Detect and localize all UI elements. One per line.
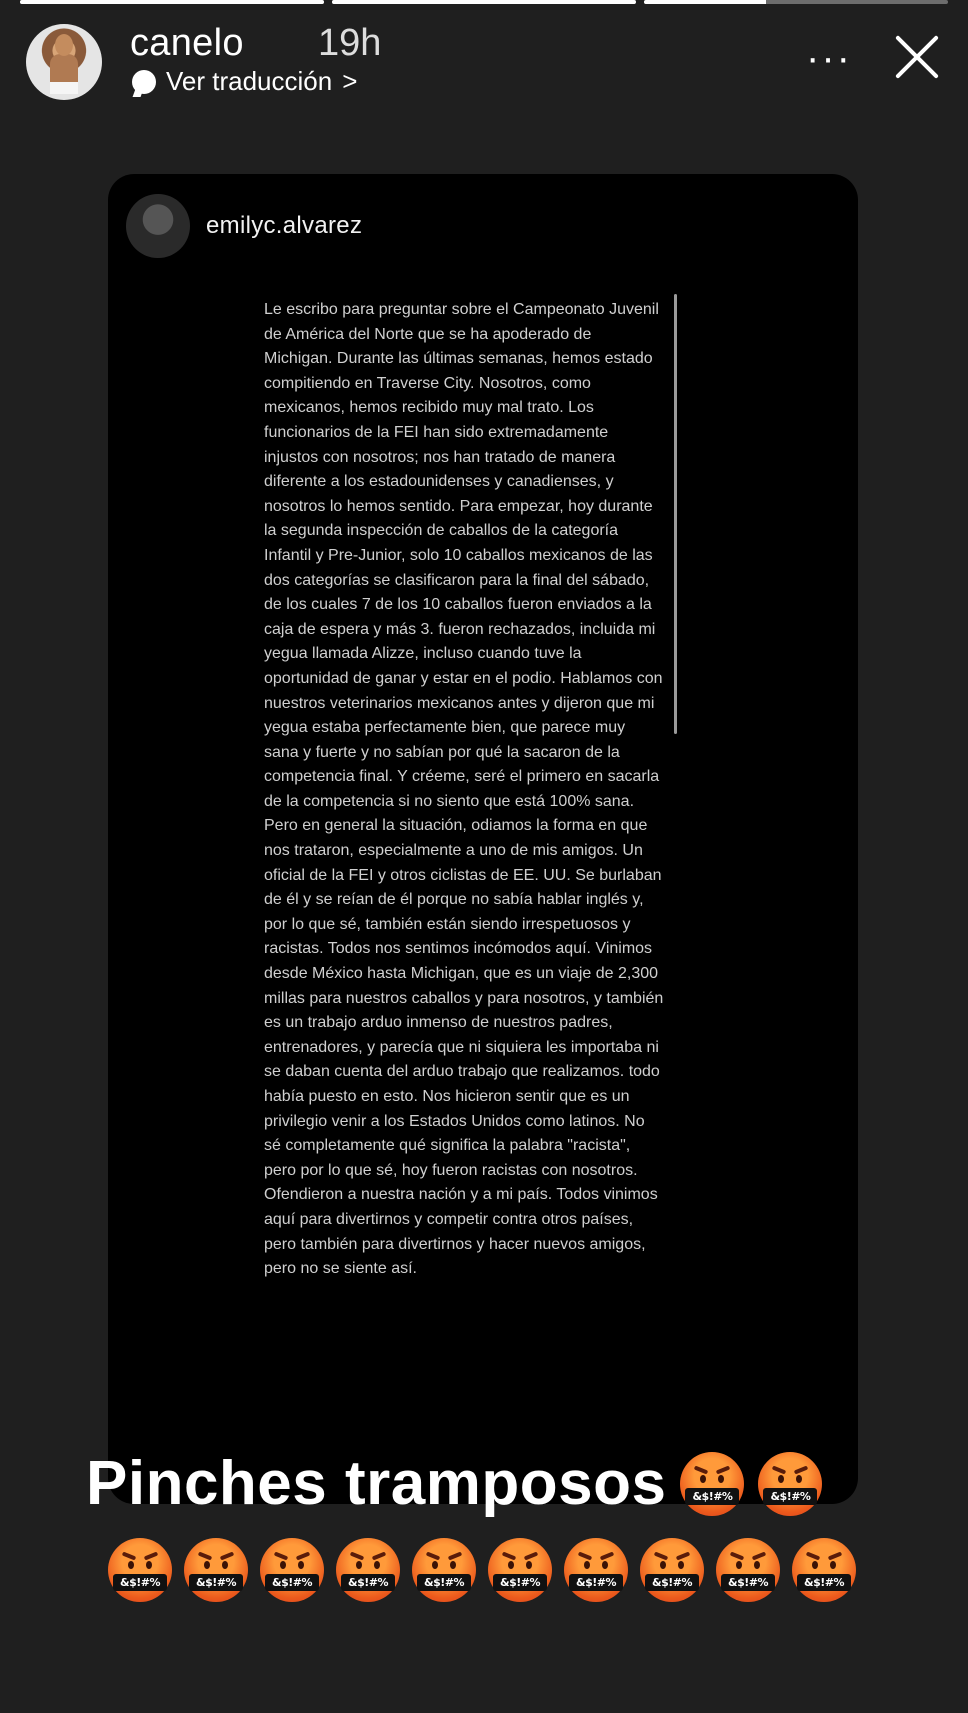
emoji-brow-r xyxy=(600,1552,614,1561)
face-with-symbols-on-mouth-emoji xyxy=(108,1538,172,1602)
emoji-brow-r xyxy=(752,1552,766,1561)
progress-fill xyxy=(20,0,324,4)
emoji-brow-l xyxy=(806,1552,820,1561)
face-with-symbols-on-mouth-emoji xyxy=(680,1452,744,1516)
emoji-eye-r xyxy=(298,1561,304,1569)
avatar-shorts xyxy=(50,82,78,94)
emoji-brow-l xyxy=(694,1465,708,1474)
progress-fill xyxy=(332,0,636,4)
emoji-symbols: &$!#% xyxy=(493,1574,547,1591)
emoji-eye-r xyxy=(526,1561,532,1569)
emoji-brow-l xyxy=(578,1552,592,1561)
letter-paragraph: Le escribo para preguntar sobre el Campeonato Juvenil de América del Norte que se ha apoderado de Michigan. Durante las últimas semanas, hemos estado compitiendo en Traverse City. Nosotros, como mexicanos, hemos recibido muy mal trato. Los funcionarios de la FEI han sido extremadamente injustos con nosotros; nos han tratado de manera diferente a los estadounidenses y canadienses, y nosotros lo hemos sentido. Para empezar, hoy durante la segunda inspección de caballos de la categoría Infantil y Pre-Junior, solo 10 caballos mexicanos de las dos categorías se clasificaron para la final del sábado, de los cuales 7 de los 10 caballos fueron enviados a la caja de espera y más 3. fueron rechazados, incluida mi yegua llamada Alizze, incluso cuando tuve la oportunidad de ganar y estar en el podio. Hablamos con nuestros veterinarios mexicanos antes y dijeron que mi yegua estaba perfectamente bien, que parece muy sana y fuerte y no sabían por qué la sacaron de la competencia final. Y créeme, seré el primero en sacarla de la competencia si no siento que está 100% sana. xyxy=(264,301,663,810)
emoji-eye-r xyxy=(678,1561,684,1569)
emoji-eye-l xyxy=(508,1561,514,1569)
emoji-eye-l xyxy=(812,1561,818,1569)
emoji-symbols: &$!#% xyxy=(569,1574,623,1591)
story-caption xyxy=(86,1448,822,1519)
emoji-eye-r xyxy=(602,1561,608,1569)
emoji-eye-l xyxy=(356,1561,362,1569)
emoji-eye-r xyxy=(146,1561,152,1569)
emoji-symbols: &$!#% xyxy=(685,1488,739,1505)
emoji-eye-l xyxy=(204,1561,210,1569)
emoji-eye-l xyxy=(778,1475,784,1483)
emoji-symbols: &$!#% xyxy=(645,1574,699,1591)
close-icon[interactable] xyxy=(892,32,942,82)
emoji-brow-r xyxy=(372,1552,386,1561)
caption-text: Pinches tramposos xyxy=(86,1449,667,1518)
card-avatar[interactable] xyxy=(126,194,190,258)
progress-segment xyxy=(644,0,948,4)
emoji-brow-l xyxy=(772,1465,786,1474)
progress-fill xyxy=(644,0,766,4)
avatar[interactable] xyxy=(26,24,102,100)
card-username[interactable]: emilyc.alvarez xyxy=(206,212,363,239)
timestamp: 19h xyxy=(318,22,382,64)
emoji-eye-r xyxy=(718,1475,724,1483)
emoji-brow-r xyxy=(144,1552,158,1561)
face-with-symbols-on-mouth-emoji xyxy=(640,1538,704,1602)
emoji-eye-l xyxy=(660,1561,666,1569)
more-options-icon[interactable]: ··· xyxy=(806,36,852,80)
emoji-brow-r xyxy=(794,1465,808,1474)
emoji-brow-l xyxy=(426,1552,440,1561)
username[interactable]: canelo xyxy=(130,22,244,64)
face-with-symbols-on-mouth-emoji xyxy=(336,1538,400,1602)
shared-post-card xyxy=(108,174,858,1504)
emoji-eye-l xyxy=(700,1475,706,1483)
emoji-brow-l xyxy=(122,1552,136,1561)
scrollbar xyxy=(674,294,677,734)
face-with-symbols-on-mouth-emoji xyxy=(184,1538,248,1602)
letter-text xyxy=(264,298,664,1282)
progress-segment xyxy=(20,0,324,4)
emoji-eye-l xyxy=(128,1561,134,1569)
progress-segment xyxy=(332,0,636,4)
emoji-symbols: &$!#% xyxy=(797,1574,851,1591)
emoji-eye-r xyxy=(754,1561,760,1569)
emoji-brow-r xyxy=(296,1552,310,1561)
face-with-symbols-on-mouth-emoji xyxy=(716,1538,780,1602)
emoji-brow-l xyxy=(274,1552,288,1561)
letter-paragraph: Pero en general la situación, odiamos la forma en que nos trataron, especialmente a uno de mis amigos. Un oficial de la FEI y otros ciclistas de EE. UU. Se burlaban de él y se reían de él porque no sabía hablar inglés y, por lo que sé, también están siendo irrespetuosos y racistas. Todos nos sentimos incómodos aquí. Vinimos desde México hasta Michigan, que es un viaje de 2,300 millas para nuestros caballos y para nosotros, y también es un trabajo arduo inmenso de nuestros padres, entrenadores, y parecía que ni siquiera les importaba ni se daban cuenta del arduo trabajo que realizamos. todo había puesto en esto. Nos hicieron sentir que es un privilegio venir a los Estados Unidos como latinos. No sé completamente qué significa la palabra "racista", pero por lo que sé, hoy fueron racistas con nosotros. Ofendieron a nuestra nación y a mi país. Todos vinimos aquí para divertirnos y competir contra otros países, pero también para divertirnos y hacer nuevos amigos, pero no se siente así. xyxy=(264,817,664,1278)
emoji-brow-l xyxy=(654,1552,668,1561)
translate-label: Ver traducción xyxy=(166,66,333,96)
emoji-eye-r xyxy=(374,1561,380,1569)
emoji-eye-r xyxy=(796,1475,802,1483)
emoji-eye-r xyxy=(830,1561,836,1569)
emoji-brow-r xyxy=(828,1552,842,1561)
emoji-brow-l xyxy=(198,1552,212,1561)
face-with-symbols-on-mouth-emoji xyxy=(488,1538,552,1602)
emoji-symbols: &$!#% xyxy=(113,1574,167,1591)
emoji-symbols: &$!#% xyxy=(721,1574,775,1591)
emoji-brow-r xyxy=(524,1552,538,1561)
face-with-symbols-on-mouth-emoji xyxy=(564,1538,628,1602)
emoji-symbols: &$!#% xyxy=(189,1574,243,1591)
emoji-eye-r xyxy=(450,1561,456,1569)
story-header xyxy=(26,22,942,102)
emoji-row xyxy=(108,1538,856,1602)
face-with-symbols-on-mouth-emoji xyxy=(260,1538,324,1602)
emoji-brow-r xyxy=(220,1552,234,1561)
emoji-brow-r xyxy=(448,1552,462,1561)
emoji-brow-r xyxy=(676,1552,690,1561)
face-with-symbols-on-mouth-emoji xyxy=(412,1538,476,1602)
emoji-eye-l xyxy=(736,1561,742,1569)
caption-emojis xyxy=(680,1452,822,1516)
emoji-symbols: &$!#% xyxy=(265,1574,319,1591)
emoji-eye-r xyxy=(222,1561,228,1569)
emoji-eye-l xyxy=(432,1561,438,1569)
emoji-eye-l xyxy=(280,1561,286,1569)
face-with-symbols-on-mouth-emoji xyxy=(758,1452,822,1516)
translate-link[interactable] xyxy=(132,66,357,97)
emoji-symbols: &$!#% xyxy=(417,1574,471,1591)
emoji-symbols: &$!#% xyxy=(341,1574,395,1591)
face-with-symbols-on-mouth-emoji xyxy=(792,1538,856,1602)
chevron-right-icon: > xyxy=(342,66,358,96)
emoji-brow-r xyxy=(716,1465,730,1474)
avatar-head xyxy=(55,34,73,56)
emoji-symbols: &$!#% xyxy=(763,1488,817,1505)
emoji-brow-l xyxy=(730,1552,744,1561)
speech-bubble-icon xyxy=(132,70,156,94)
emoji-brow-l xyxy=(502,1552,516,1561)
story-progress-bar xyxy=(20,0,948,5)
emoji-eye-l xyxy=(584,1561,590,1569)
emoji-brow-l xyxy=(350,1552,364,1561)
